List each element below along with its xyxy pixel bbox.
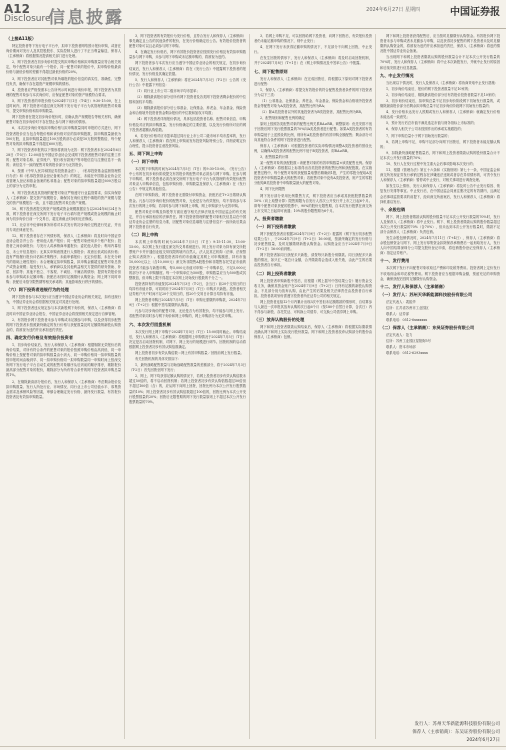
signature-issuer: 发行人：苏州天华新能源科技股份有限公司 <box>414 722 500 727</box>
article-paragraph: 特定投资者等下发行电子平台中，拟申下投资者网络预计报价申购，或者在询价期间对发行人及其控股股东、实际控制人进行了不正当利益输送，保荐人（主承销商）将根据情况提请相关部门进行处理。 <box>6 44 121 59</box>
article-paragraph: 9、扣除最终战略配售数量后，网下和网上投资者缴款认购的股份数量合计不足本次公开发行数量的70%； <box>380 150 500 160</box>
article-paragraph: 11、北京市中伦律师事务所将对本次发行的初步询价过程进行见证，并出具专项法律意见书。 <box>6 223 121 233</box>
article-paragraph: 某一配售对象的获配股数＝该配售对象的有效申购数量×该类配售比例。保荐人（主承销商）将根据以上标准得出各类投资者的配售比例和获配股数。在实施配售过程中，每个配售对象的获配数量取整后精确到1股，产生的零股分配给A类投资者中申购数量最大的配售对象；若配售对象中没有A类投资者，则产生的零股分配给B类投资者中申购数量最大的配售对象。 <box>254 160 372 186</box>
footer-rule <box>0 746 506 747</box>
article-heading: 七、网下配售原则 <box>254 68 288 74</box>
article-paragraph: 4、在网下发行未获得足额申购的情况下，不足部分不向网上回拨，中止发行。 <box>254 45 372 55</box>
column-divider <box>375 34 376 739</box>
article-paragraph: 凡参与初步询价的配售对象，无论是否为有效报价，均不能参与网上发行。若配售对象同时参与网下询价和网上申购的，网上申购部分为无效申购。 <box>129 309 246 319</box>
article-paragraph: 5、网下投资者的申报价格为2024年7月1日（T-4日）9:30-15:00，在上述时间内，网下投资者可通过深交所网下发行电子平台为其管理的配售对象填写、提交申购价格和拟申购数量。 <box>6 98 121 114</box>
article-heading: （上接A11版） <box>6 36 37 41</box>
article-heading: （二）网上投资者缴款 <box>254 270 296 276</box>
article-heading: （二）网上申购 <box>129 232 159 238</box>
article-paragraph: 本次发行网上网下申购于2024年7月5日（T日）15:00同时截止。申购结束后，发行人和保荐人（主承销商）将根据网上申购情况于2024年7月5日（T日）决定是否启动回拨机制，对网下、网上发行的规模进行调节。回拨机制的启动将根据网上投资者初步有效认购倍数确定。 <box>129 329 246 349</box>
article-paragraph: 发行人和保荐人（主承销商）在完成回拨后，将根据以下原则对网下投资者进行配售： <box>254 76 372 86</box>
article-paragraph: 4、投资者应严格按照本公告所列示时间进行询价申报，网下投资者为其管理的配售对象参与本次询价时，应保证配售对象的资产规模符合要求。 <box>6 87 121 97</box>
page-header <box>0 0 506 29</box>
page-number: A12 <box>4 2 30 16</box>
article-heading: 八、投资者缴款 <box>254 215 284 221</box>
article-paragraph: 网下投资者参与本次发行应当遵守中国证券业协会的相关规定，如有违规行为，中国证券业协会将依据相关规定对其进行处理。 <box>6 295 121 305</box>
article-paragraph: 当出现以下情况时，发行人及保荐人（主承销商）将协商采取中止发行措施： <box>386 80 499 85</box>
article-paragraph: 2、有效报价网下投资者未参与申购或未足额参与申购，以及获得初步配售的网下投资者未按照最终确定的发行价格与获配数量及时足额缴纳新股认购资金的，将被视为违约并应承担违约责任。 <box>6 317 121 332</box>
article-heading: 十、余股包销 <box>380 206 406 212</box>
article-paragraph: 10、网下投资者提交的资产规模或资金规模数据应当以2024年6月24日为准，网下投资者在深交所网下发行电子平台填写资产规模或资金规模的截止时间为初步询价日前一个交易日，超过该截止时间则无法修改。 <box>6 206 121 221</box>
article-column-4 <box>380 34 500 684</box>
article-heading: 五、网下网上申购 <box>129 150 163 156</box>
section-name-chinese: 信息披露 <box>48 8 124 28</box>
article-paragraph: 网下获配投资者应根据2024年7月9日（T+2日）披露的《网下发行初步配售结果公告》，于2024年7月9日（T+2日）16:00前，按最终确定的发行价格与初步配售数量，及时足额缴纳新股认购资金。认购资金应当于2024年7月9日（T+2日）16:00前到账。 <box>254 231 372 252</box>
article-paragraph: 本次网下发行不向配售对象收取过户费和印花税等费用。投资者网上定价发行不收取佣金和印花税等费用。网下投资者应当根据申购金额，预留充足的申购资金，确保获配后按时足额缴付认购资金。 <box>380 266 500 281</box>
column-divider <box>124 34 125 739</box>
article-paragraph: 1、初步询价结束后，报价的网下投资者数量不足10家的； <box>386 86 472 91</box>
article-paragraph: 当出现网下和网上投资者缴款认购的股份数量合计不足本次公开发行数量的70%时，发行人和保荐人（主承销商）将中止本次新股发行，并就中止发行的原因和后续安排进行信息披露。 <box>380 55 500 70</box>
article-paragraph: 有关回拨机制的具体安排如下： <box>135 356 182 361</box>
article-paragraph: 网下发行部分采用比例限售方式，网下投资者应当承诺其获配股票数量的10%（向上取整计算）限售期限为自发行人首次公开发行并上市之日起6个月。即每个配售对象获配的股票中，90%的股份无限售期，自本次发行股票在深交所上市交易之日起即可流通；10%的股份限售期为6个月。 <box>254 193 372 213</box>
article-heading: 十二、发行人和保荐人（主承销商） <box>380 283 448 289</box>
article-paragraph: 3、网下投资者的有效报价为发行价格，且符合发行人和保荐人（主承销商）事先确定且公告的其他条件的报价，在发行价格确定后公告。有效报价投资者的配售对象可以且必须参与网下申购。 <box>129 34 246 49</box>
article-paragraph: 3、配售数量的计算 <box>260 154 289 159</box>
article-heading: 九、中止发行情况 <box>380 72 414 78</box>
article-paragraph: 网下和网上投资者缴款认购结束后，保荐人（主承销商）将根据实际缴款情况确认网下和网上实际发行股份数量。网下和网上投资者放弃认购部分的股份由保荐人（主承销商）包销。 <box>254 325 372 340</box>
article-paragraph: （3）剔除最高报价部分后公募基金、社保基金、养老金、年金基金、保险资金和合格境外投资者资金剩余报价的中位数和加权平均数； <box>129 106 246 116</box>
article-paragraph: 1、最终战略配售数量与初始战略配售数量的差额部分，将于2024年7月3日（T-2日）首先回拨至网下发行； <box>129 363 246 373</box>
signature-sponsor: 保荐人（主承销商）：东吴证券股份有限公司 <box>412 730 500 735</box>
article-paragraph: 联系人：资本市场部 <box>386 345 416 350</box>
article-paragraph: 4、在确定发行价格后，网下有效报价投资者应按照发行价格及有效拟申购数量参与网下申购，未参与网下申购或未足额申购的，将被视为违约。 <box>129 50 246 60</box>
article-paragraph: 法定代表人：范力 <box>386 333 413 338</box>
article-paragraph: 联系电话：0512-6xxxxxxx <box>386 318 428 323</box>
article-paragraph: 11、根据《管理办法》第五十六条和《实施细则》第七十一条，中国证监会和深交所发现证券发行承销过程存在涉嫌违法违规或者存在异常情形的，可责令发行人和保荐人（主承销商）暂停或中止发行，对相关事项进行调查处理。 <box>380 168 500 183</box>
article-paragraph: 4、网下比例限售 <box>260 187 286 192</box>
article-paragraph: 3、若网上申购不足，可以回拨给网下投资者，向网下回拨后，有效报价投资者仍未能足额申购的情况下，则中止发行； <box>254 34 372 44</box>
article-paragraph: （4）网下投资者详细报价情况，具体包括投资者名称、配售对象信息、申购价格及对应的拟申购数量、发行价格确定的主要依据，以及发行价格所对应的网下投资者超额认购倍数。 <box>129 117 246 132</box>
article-column-3 <box>254 34 372 744</box>
article-heading: （一）网下投资者缴款 <box>254 223 296 229</box>
article-paragraph: （2）除A类投资者以外的其他投资者为B类投资者，其配售比例为RB。 <box>260 110 365 115</box>
article-paragraph: 网上投资者初步有效认购倍数＝网上有效申购数量／回拨前网上发行数量。 <box>135 350 244 355</box>
column-divider <box>249 34 250 739</box>
article-paragraph: 在网下申购阶段，网下投资者无需缴付申购资金，获配后在T+2日缴纳认购资金。凡参与初步询价报价的配售对象，无论是否为有效报价，均不得再参与本次发行的网上申购，若同时参与网下和网上申购，网上申购部分为无效申购。 <box>129 193 246 208</box>
newspaper-masthead: 中国证券报 <box>450 7 500 18</box>
article-paragraph: 2、初步询价结束后，剔除最高报价部分后有效报价投资者数量不足10家的； <box>386 92 498 97</box>
article-paragraph: 1、网下投资者违反规定参与本次新股网下询价的，保荐人（主承销商）将及时向中国证券业协会报告，中国证券业协会将按照相关规定进行自律管理。 <box>6 306 121 316</box>
article-paragraph: 住所：苏州工业园区星阳街5号 <box>386 339 431 344</box>
article-heading: （一）发行人：苏州天华新能源科技股份有限公司 <box>380 291 473 297</box>
article-paragraph: 4、发行价格未达发行人预期或发行人和保荐人（主承销商）就确定发行价格未能达成一致意见； <box>380 110 500 120</box>
article-heading: （一）网下申购 <box>129 158 159 164</box>
article-paragraph: 法定代表人：裴振华 <box>386 299 416 304</box>
article-paragraph: 联系电话：0512-6293xxxx <box>386 351 428 356</box>
article-paragraph: 7、网下投资者申报的以下情形将被视为无效：网下投资者未在2024年6月28日（T-5日）12:00前在中国证券业协会完成网下投资者配售对象的注册工作的；配售对象名称、证券账户、银行收付款账户等申报信息与注册信息不一致的；该信息不一致的配售对象的报价部分为无效报价。 <box>6 147 121 168</box>
article-heading: （六）网下投资者违规行为的处理 <box>6 287 69 293</box>
article-paragraph: 7、网下申购总量小于网下初始发行数量的； <box>386 133 451 138</box>
article-paragraph: 6、保荐人相关子公司未按照作出的承诺实施跟投的； <box>386 127 464 132</box>
article-paragraph: 8、按照《中华人民共和国证券投资基金法》、《私募投资基金监督管理暂行办法》和《私募投资基金登记备案办法》的规定，未能在中国基金业协会完成管理人登记和基金备案的私募基金；配售对象的拟申购数量超过600万股以上的部分为无效申报。 <box>6 169 121 189</box>
article-paragraph: 2、网下投资者在初步询价时提交的拟申购价格和拟申购数量应符合相关规定，每个配售对象只能有一个报价，同一配售对象的报价中，拟申购价格最高价格与最低价格的差额不得超过最低价格的20%。 <box>6 60 121 75</box>
article-paragraph: 网下投资者参与本次发行应当遵守中国证券业协会的相关规定，在初步询价结束后，发行人和保荐人（主承销商）将在《发行公告》中披露网下投资者的报价情况、发行价格及其确定依据。 <box>129 61 246 76</box>
article-paragraph: 10、发行人在发行过程中发生重大会后事项影响本次发行的； <box>386 161 476 166</box>
article-paragraph: 网下、网上投资者缴款认购的股份数量不足本次公开发行数量的70%时，发行人及保荐人（主承销商）将中止发行。网下、网上投资者缴款认购的股份数量超过本次公开发行数量的70%（含70%），但未达到本次公开发行数量时，缴款不足部分由保荐人（主承销商）负责包销。 <box>380 214 500 234</box>
article-heading: 四、确定发行价格及有效报价投资者 <box>6 334 74 340</box>
article-paragraph: 发生余股包销情况时，2024年7月11日（T+4日），保荐人（主承销商）将余股包销资金与网下、网上发行募集资金扣除保荐承销费后一起划给发行人，发行人向中国结算深圳分公司提交股份登记申请，将包销股份登记至保荐人（主承销商）指定证券账户。 <box>380 236 500 256</box>
article-paragraph: 3、初步询价结束后，拟申购总量不足初步询价阶段网下初始发行数量的，或剔除最高报价部分后剩余拟申购总量不足初步询价阶段网下初始发行数量的； <box>380 98 500 109</box>
article-paragraph: 2、网上、网下均获得足额认购的情况下，若网上投资者初步有效认购倍数未超过50倍的，将不启动回拨机制；若网上投资者初步有效认购倍数超过50倍但不超过100倍（含）的，应从网下向网上回拨，回拨比例为本次公开发行股票数量的10%；网上投资者初步有效认购倍数超过100倍的，回拨比例为本次公开发行股票数量的20%；回拨后无限售期的网下发行数量原则上不超过本次公开发行股票数量的70%。 <box>129 374 246 404</box>
article-paragraph: 8、若网上申购不足，申购不足部分向网下回拨后，网下投资者未能足额认购的； <box>380 139 500 149</box>
article-paragraph: 网上投资者申购新股中签后，应根据《网上摇号中签结果公告》履行资金交收义务，确保其资金账户在2024年7月9日（T+2日）日终有足额的新股认购资金，不足部分视为放弃认购，由此产生的后果及相关法律责任由投资者自行承担。投资者款项划付需遵守投资者所在证券公司的相关规定。 <box>254 278 372 298</box>
article-heading: （二）保荐人（主承销商）：东吴证券股份有限公司 <box>380 325 475 331</box>
article-paragraph: 配售对象在申购及持股等方面应遵守相关法律法规及中国证监会的有关规定，并自行承担相应的法律责任。网下投资者管理的配售对象相关信息以在中国证券业协会注册的信息为准，因配售对象信息填报与注册信息不一致所致后果由网下投资者自行负责。 <box>129 209 246 229</box>
article-paragraph: 9、网下投资者及其管理的配售对象应严格遵守行业监管要求，如实向保荐人（主承销商）提交资产规模报告，确保其在询价过程中填报的资产规模与提交的资产规模报告一致，且不超过配售对象总资产规模。 <box>6 190 121 205</box>
article-paragraph: 住所：江苏省苏州市工业园区 <box>386 305 429 310</box>
article-heading: （三）放弃认购股份的处理 <box>254 317 305 323</box>
article-paragraph: 网上投资者连续12个月内累计出现3次中签但未足额缴款的情形时，自结算参与人最近一次申报其放弃认购的次日起6个月（按180个自然日计算，含次日）内不得参与新股、存托凭证、可转换公司债券、可交换公司债券网上申购。 <box>254 299 372 315</box>
article-paragraph: 投资者持有的市值按其2024年7月3日（T-2日，含当日）前20个交易日的日均持有市值计算，可同时用于2024年7月5日（T日）申购多只新股。投资者相关证券账户开户时间不足20个交易日的，按20个交易日计算日均持有市值。 <box>129 281 246 297</box>
article-paragraph: （2）剔除最高报价部分后所有网下投资者及各类网下投资者剩余报价的中位数和加权平均数； <box>129 95 246 105</box>
article-heading: 十一、发行费用 <box>380 258 410 264</box>
article-paragraph: 如发生以上情形，发行人和保荐人（主承销商）将及时公告中止发行原因、恢复发行安排等事宜。中止发行后，在中国证监会同意注册决定的有效期内，且满足会后事项监管要求的前提下，经向深交所备案后，发行人和保荐人（主承销商）将择机重启发行。 <box>380 184 500 204</box>
article-paragraph: 1、初步询价结束后，发行人和保荐人（主承销商）根据剔除无效报价后的询价结果，对所有符合条件的配售对象的报价按照申购价格由高到低、同一申购价格上按配售对象的拟申购数量由小到大、同一申购价格同一拟申购数量的按申报时间由晚到早、同一拟申购价格同一拟申购数量同一申购时间上按深交所网下发行电子平台自动生成的配售对象顺序从后到前的顺序排序，剔除报价最高部分配售对象的报价，剔除部分为所有符合条件的网下投资者拟申购总量的1%。 <box>6 342 121 378</box>
article-paragraph: 本次网上申购的时间为2024年7月5日（T日）9:15-11:30，13:00-15:00。本次网上发行通过深交所交易系统进行。网上发行对象为持有深交所股票账户卡并开通创业板交易权限的境内自然人、法人及其它机构（法律、法规禁止购买者除外）。根据投资者持有的市值确定其网上可申购额度，持有市值10,000元以上（含10,000元）深交所非限售A股股份和非限售存托凭证市值的投资者才能参与新股申购，每5,000元市值可申购一个申购单位，不足5,000元的部分不计入申购额度。每一个申购单位为500股，申购数量应当为500股或其整数倍，但申购上限不得超过本次网上初始发行股数的千分之一。 <box>129 240 246 280</box>
article-paragraph: 网下投资者在提交初步询价报价时，应确认资产规模报告等相关材料，确保配售对象在初步询价时不存在禁止参与网下询价的情形。 <box>6 115 121 125</box>
article-paragraph: 网下投资者如同日获配多只新股，请按每只新股分别缴款。同日获配多只新股的情况，如只汇一笔总计金额，合并缴款将会造成入账失败，由此产生的后果由投资者自行承担。 <box>254 253 372 268</box>
article-paragraph: 2、配售规则和配售比例的确定 <box>260 116 305 121</box>
article-paragraph: （1）同行业上市公司二级市场平均市盈率； <box>135 88 200 93</box>
article-paragraph: 本次网下申购的时间为2024年7月5日（T日）的9:30-15:00。《发行公告》中公布的在初步询价阶段提交有效报价的配售对象必须参与网下申购。在参与网下申购时，网下投资者必须在深交所网下发行电子平台为其管理的有效报价配售对象录入申购单信息，包括申购价格、申购数量及保荐人（主承销商）在《发行公告》中规定的其他信息。 <box>129 166 246 192</box>
article-heading: 六、本次发行回拨机制 <box>129 321 171 327</box>
article-paragraph: 3、网下投资者应对其配售对象所填报的报价信息的真实性、准确性、完整性负责，确保不存在超资产规模申购的情形。 <box>6 76 121 86</box>
article-paragraph: 6、本次初步询价采取拟申购价格与拟申购数量同时申报的方式进行，网下投资者报价应当包含每股价格和该价格对应的拟申购股数，拟申购数量最低为100万股，且拟申购数量超过100万股的部分必须是10万股的整数倍，每个配售对象的拟申购数量不得超过600万股。 <box>6 126 121 146</box>
signature-date: 2024年6月27日 <box>466 738 500 743</box>
section-name-english: Disclosure <box>4 14 51 24</box>
article-paragraph: 5、发行人和保荐人（主承销商）将在2024年7月3日（T-2日）公告的《发行公告》中披露下列信息： <box>129 77 246 87</box>
article-paragraph: 在发生回拨的情形下，发行人和保荐人（主承销商）将及时启动回拨机制，并于2024年7月8日（T+1日）在《网上申购情况及中签率公告》中披露。 <box>254 56 372 66</box>
article-paragraph: 联系人：证券部 <box>386 311 410 316</box>
article-paragraph: 5、预计发行后总市值不满足选定市值与财务指标上市标准的； <box>386 121 478 126</box>
article-paragraph: 2、在剔除最高部分报价后，发行人和保荐人（主承销商）考虑剩余报价及拟申购数量、发行人所处行业、市场情况、同行业上市公司估值水平、募集资金需求及承销风险等因素，审慎合理确定发行价格、最终发行数量、有效报价投资者及有效拟申购数量。 <box>6 379 121 399</box>
article-column-2 <box>129 34 246 744</box>
article-paragraph: 保荐人（主承销商）可根据投资者的实际申购情况调整A类投资者的预设比例，以确保A类投资者的配售比例不低于B类投资者，即RA≥RB。 <box>254 143 372 153</box>
article-paragraph: 1、保荐人（主承销商）将提交有效报价的符合配售投资者条件的网下投资者分为以下三类： <box>254 87 372 97</box>
article-paragraph: 原则上按照各类配售对象的配售比例关系RA≥RB。调整原则：优先安排不低于回拨后网下发行股票数量的70%向A类投资者进行配售。如果A类投资者的有效申购量低于上述预设的比例，则所有A类投资者的有效申购全额配售；剩余部分可向其他符合条件的网下投资者进行配售。 <box>254 122 372 142</box>
article-column-1 <box>6 34 121 744</box>
article-paragraph: 6、若发行价格对应市盈率超过同行业上市公司二级市场平均市盈率的，发行人和保荐人（主承销商）将在网上申购前发布投资风险特别公告，详细说明定价合理性，提示投资者注意投资风险。 <box>129 133 246 148</box>
article-paragraph: （1）公募基金、社保基金、养老金、年金基金、保险资金和合格境外投资者资金等配售对象为A类投资者，其配售比例为RA； <box>254 98 372 109</box>
article-paragraph: 网下和网上投资者获得配售后，应当按时足额缴付认购资金。有效报价网下投资者未参与申购或者未足额参与申购，以及获得初步配售的网下投资者未及时足额缴纳认购资金的，将被视为违约并应承担违约责任，保荐人（主承销商）将违约情况报中国证券业协会备案。 <box>380 34 500 54</box>
issue-date: 2024年6月27日 星期四 <box>366 7 420 13</box>
article-paragraph: 12、网下投资者存在下列情形的，保荐人（主承销商）将及时向中国证券业协会报告并公告：使用他人账户报价；同一配售对象使用多个账户报价；投资者之间协商报价；与发行人或承销商串通报价；委托他人报价；利用内幕信息、未公开信息报价；无真实申购意图进行人情报价；故意压低或抬高价格；没有严格履行报价评估和决策程序、未能审慎报价；无定价依据、未在充分研究的基础上理性报价；未合理确定拟申购数量，拟申购金额超过配售对象总资产或资金规模；接受发行人、承销商以及其他利益相关方提供的财务资助、补偿、回扣等；其他不独立、不客观、不诚信、不廉洁的情形；提供有效报价但未参与申购或未足额申购；获配后未按时足额缴付认购资金；网上网下同时申购；获配后未恪守限售期等相关承诺的；其他影响发行秩序的情形。 <box>6 234 121 285</box>
article-paragraph: 网上投资者申购日2024年7月5日（T日）申购无需缴纳申购款，2024年7月9日（T+2日）根据中签结果缴纳认购款。 <box>129 298 246 308</box>
